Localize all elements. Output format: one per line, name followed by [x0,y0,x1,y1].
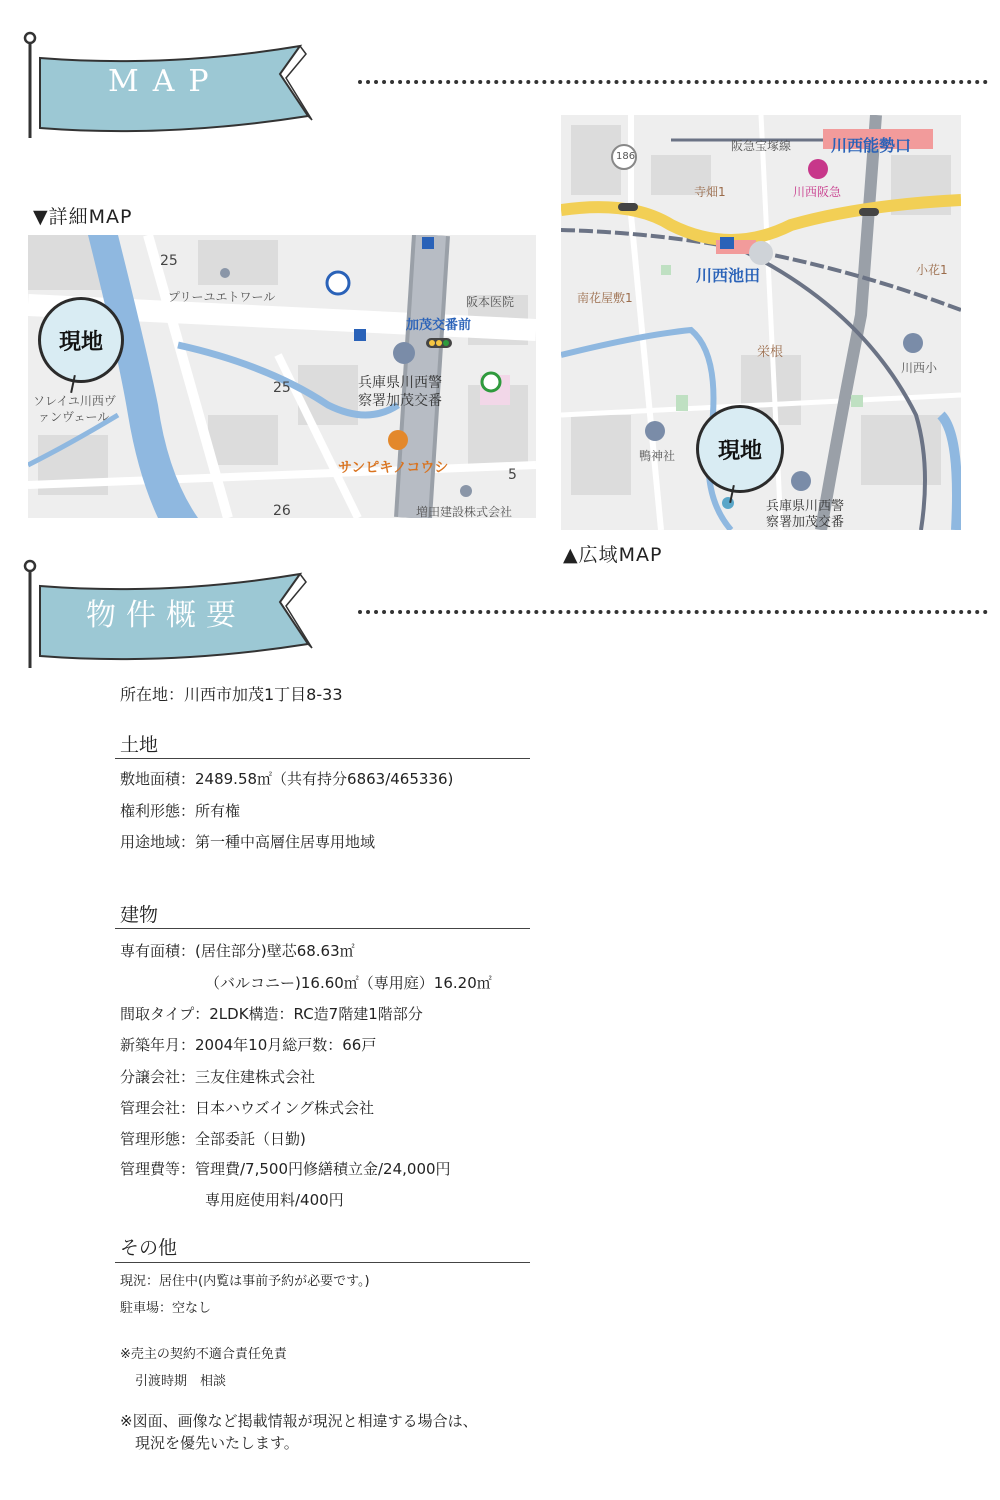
wide-label-police2: 察署加茂交番 [766,515,845,530]
detail-label-prie: プリーユエトワール [168,290,276,304]
wide-map[interactable] [561,115,961,530]
other-row: 引渡時期 相談 [135,1374,227,1389]
detail-label-intersection: 加茂交番前 [406,318,472,333]
detail-pin-label: 現地 [58,329,103,355]
land-row: 敷地面積：2489.58㎡（共有持分6863/465336) [120,770,454,788]
other-row: 現況：居住中(内覧は事前予約が必要です。) [120,1274,370,1289]
building-row: 管理形態：全部委託（日勤) [120,1130,306,1148]
wide-label-shrine: 鴨神社 [639,449,676,463]
detail-map-pin[interactable] [38,297,124,383]
other-row: ※図面、画像など掲載情報が現況と相違する場合は、 [120,1412,478,1430]
building-row: 分譲会社：三友住建株式会社 [120,1068,316,1086]
building-row: 新築年月：2004年10月総戸数：66戸 [120,1036,377,1054]
other-row: 駐車場：空なし [120,1301,212,1316]
wide-label-hankyu: 川西阪急 [793,185,842,199]
detail-label-company: 増田建設株式会社 [416,505,513,518]
other-row: ※売主の契約不適合責任免責 [120,1347,287,1362]
wide-label-route: 186 [616,151,636,162]
land-rule [115,758,530,759]
address: 所在地：川西市加茂1丁目8-33 [120,685,343,704]
wide-label-minamihanayashiki: 南花屋敷1 [577,291,633,305]
land-row: 権利形態：所有権 [120,802,241,820]
detail-label-shop: サンピキノコウシ [338,460,449,476]
detail-label-hospital: 阪本医院 [466,295,515,309]
other-rule [115,1262,530,1263]
building-row: 管理会社：日本ハウズイング株式会社 [120,1099,374,1117]
detail-label-25b: 25 [273,380,291,396]
building-rule [115,928,530,929]
building-row: 間取タイプ：2LDK構造：RC造7階建1階部分 [120,1005,423,1023]
detail-label-soleil2: ァンヴェール [38,410,110,424]
detail-label-25a: 25 [160,253,178,269]
property-divider [358,610,988,614]
detail-label-police2: 察署加茂交番 [358,393,442,409]
building-row: 専有面積：(居住部分)壁芯68.63㎡ [120,942,355,960]
wide-map-caption: ▲広域MAP [563,544,663,566]
property-banner-label: 物件概要 [86,598,246,633]
land-title: 土地 [120,734,159,756]
wide-pin-label: 現地 [717,438,762,464]
building-row: （バルコニー)16.60㎡（専用庭）16.20㎡ [205,974,492,992]
wide-label-police1: 兵庫県川西警 [766,499,845,514]
other-row: 現況を優先いたします。 [135,1434,299,1452]
detail-label-soleil1: ソレイユ川西ヴ [33,394,116,408]
building-row: 管理費等：管理費/7,500円修繕積立金/24,000円 [120,1160,451,1178]
wide-label-ikeda: 川西池田 [696,266,761,285]
wide-label-station-top: 川西能勢口 [831,136,912,155]
detail-map-caption: ▼詳細MAP [33,206,133,228]
wide-label-line: 阪急宝塚線 [731,139,792,153]
detail-label-police1: 兵庫県川西警 [358,375,442,391]
wide-label-sakaene: 栄根 [757,345,784,360]
wide-label-school: 川西小 [901,361,938,375]
detail-map[interactable] [28,235,536,518]
wide-label-terahata: 寺畑1 [694,185,726,199]
building-row: 専用庭使用料/400円 [205,1191,344,1209]
detail-label-26: 26 [273,503,291,518]
other-title: その他 [120,1237,178,1259]
wide-label-kohana: 小花1 [916,263,948,277]
wide-map-pin[interactable] [696,405,784,493]
detail-label-5: 5 [508,467,517,483]
map-banner [18,28,318,143]
property-banner [18,556,318,671]
land-row: 用途地域：第一種中高層住居専用地域 [120,833,376,851]
map-divider [358,80,988,84]
building-title: 建物 [120,904,159,926]
map-banner-label: MAP [108,64,223,99]
